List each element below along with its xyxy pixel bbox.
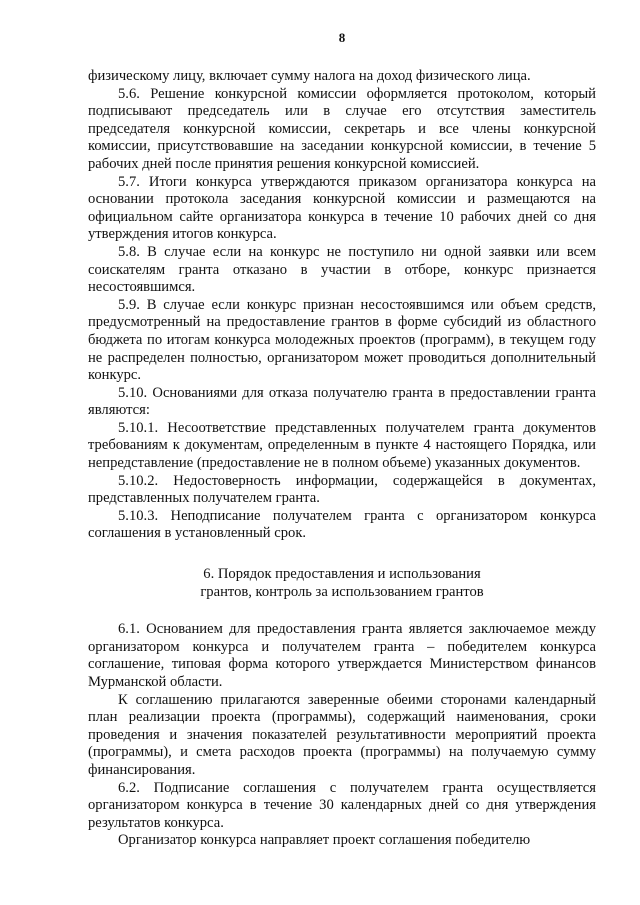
section-title-line: грантов, контроль за использованием грантов (200, 583, 484, 600)
paragraph: 6.2. Подписание соглашения с получателем гранта осуществляется организатором конкурса в течение 30 календарных дней со дня утверждения результатов конкурса. (88, 779, 596, 831)
paragraph: 5.7. Итоги конкурса утверждаются приказом организатора конкурса на основании протокола заседания конкурсной комиссии и размещаются на официальном сайте организатора конкурса в течение 10 рабочих дней со дня утверждения итогов конкурса. (88, 173, 596, 243)
paragraph: 5.9. В случае если конкурс признан несостоявшимся или объем средств, предусмотренный на предоставление грантов в форме субсидий из областного бюджета по итогам конкурса молодежных проектов (программ), в текущем году не распределен полностью, организатором может проводиться дополнительный конкурс. (88, 296, 596, 384)
body-text-before (88, 68, 596, 543)
paragraph: 5.10. Основаниями для отказа получателю гранта в предоставлении гранта являются: (88, 384, 596, 419)
page-number: 8 (338, 30, 346, 45)
body-text-after (88, 621, 596, 850)
section-title-line: 6. Порядок предоставления и использования (203, 566, 481, 583)
paragraph: К соглашению прилагаются заверенные обеими сторонами календарный план реализации проекта (программы), содержащий наименования, сроки проведения и значения показателей результативности мероприятий проекта (программы), и смета расходов проекта (программы) на получаемую сумму финансирования. (88, 691, 596, 778)
paragraph: 5.6. Решение конкурсной комиссии оформляется протоколом, который подписывают председатель или в случае его отсутствия заместитель председателя конкурсной комиссии, секретарь и все члены конкурсной комиссии, присутствовавшие на заседании конкурсной комиссии, в течение 5 рабочих дней после принятия решения конкурсной комиссией. (88, 85, 596, 172)
paragraph: 5.8. В случае если на конкурс не поступило ни одной заявки или всем соискателям гранта отказано в участии в отборе, конкурс признается несостоявшимся. (88, 243, 596, 296)
paragraph: Организатор конкурса направляет проект соглашения победителю (118, 832, 531, 849)
paragraph: физическому лицу, включает сумму налога на доход физического лица. (88, 68, 531, 84)
paragraph: 5.10.1. Несоответствие представленных получателем гранта документов требованиям к документам, определенным в пункте 4 настоящего Порядка, или непредставление (предоставление не в полном объеме) указанных документов. (88, 419, 596, 472)
paragraph: 5.10.3. Неподписание получателем гранта с организатором конкурса соглашения в установленный срок. (88, 507, 596, 542)
paragraph: 6.1. Основанием для предоставления гранта является заключаемое между организатором конкурса и получателем гранта – победителем конкурса соглашение, типовая форма которого утверждается Министерством финансов Мурманской области. (88, 621, 596, 690)
section-title (88, 566, 596, 601)
paragraph: 5.10.2. Недостоверность информации, содержащейся в документах, представленных получателем гранта. (88, 472, 596, 507)
